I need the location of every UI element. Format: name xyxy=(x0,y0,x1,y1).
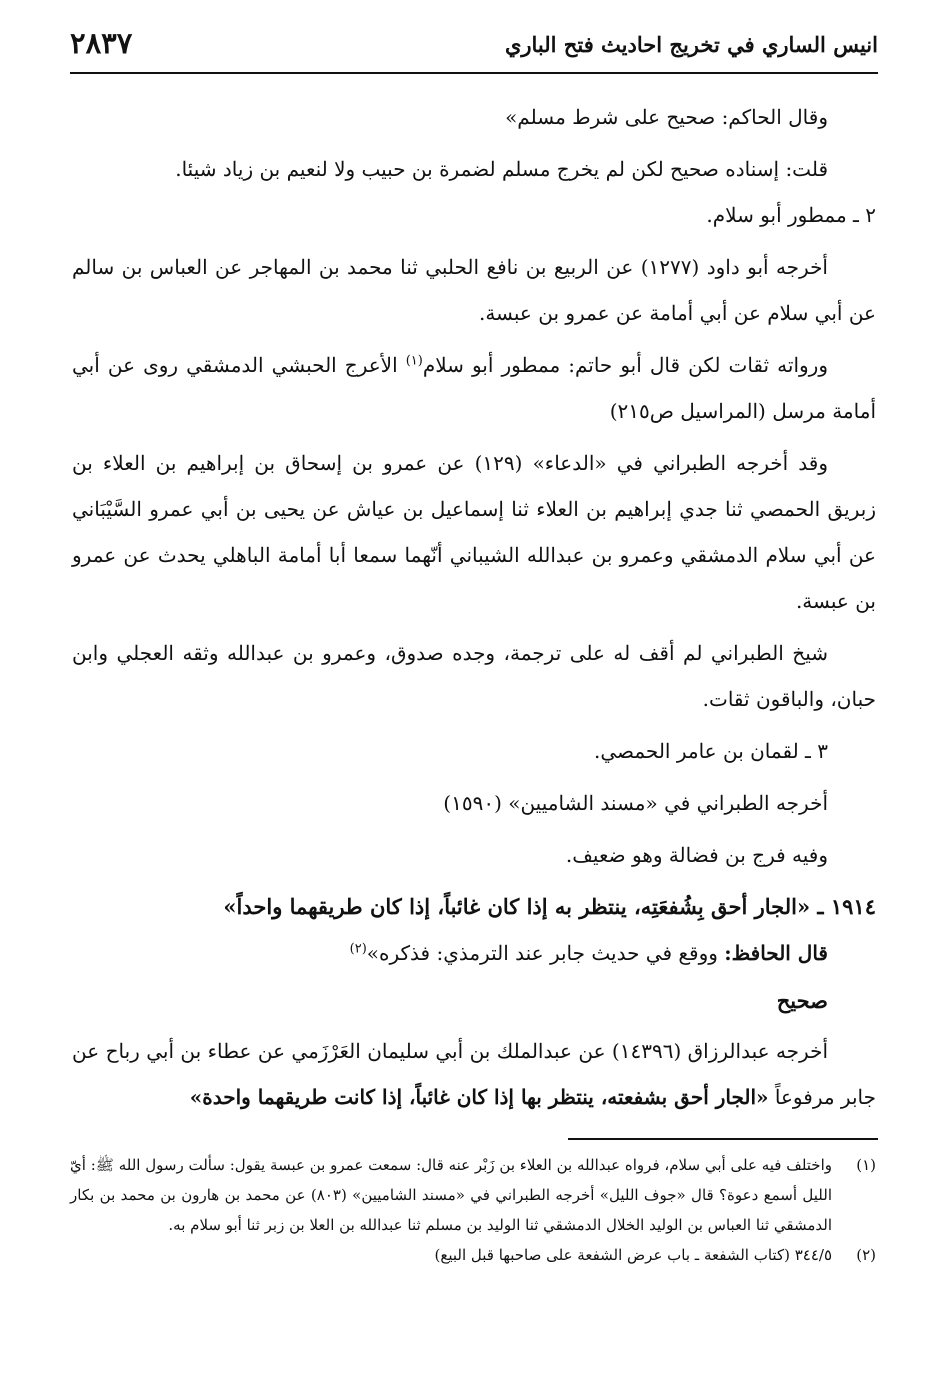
hadith-heading xyxy=(72,884,876,930)
footnotes xyxy=(70,1150,876,1270)
paragraph: أخرجه الطبراني في «مسند الشاميين» (١٥٩٠) xyxy=(443,791,828,815)
paragraph xyxy=(72,1028,876,1120)
paragraph xyxy=(72,342,876,434)
paragraph: شيخ الطبراني لم أقف له على ترجمة، وجده صدوق، وعمرو بن عبدالله وثقه العجلي وابن حبان، والباقون ثقات. xyxy=(72,641,876,711)
hafiz-text: ووقع في حديث جابر عند الترمذي: فذكره» xyxy=(366,941,725,965)
main-text xyxy=(72,94,876,1126)
paragraph-text: أخرجه عبدالرزاق (١٤٣٩٦) عن عبدالملك بن أبي سليمان العَرْزَمي عن عطاء بن أبي رباح عن جابر مرفوعاً xyxy=(72,1039,876,1109)
page-header xyxy=(70,26,878,74)
paragraph: وقال الحاكم: صحيح على شرط مسلم» xyxy=(505,105,828,129)
footnote-marker: (٢) xyxy=(349,941,367,957)
footnote-number: (٢) xyxy=(856,1246,876,1264)
footnote-number: (١) xyxy=(856,1156,876,1174)
footnote-divider xyxy=(568,1138,878,1140)
grade-label: صحيح xyxy=(776,988,828,1013)
paragraph: قلت: إسناده صحيح لكن لم يخرج مسلم لضمرة بن حبيب ولا لنعيم بن زياد شيئا. xyxy=(175,157,828,181)
paragraph: وقد أخرجه الطبراني في «الدعاء» (١٢٩) عن عمرو بن إسحاق بن إبراهيم بن العلاء بن زبريق الحمصي ثنا جدي إبراهيم بن العلاء ثنا إسماعيل بن عياش عن يحيى بن أبي عمرو السَّيْبَاني عن أبي سلام الدمشقي وعمرو بن عبدالله الشيباني أنّهما سمعا أبا أمامة الباهلي يحدث عن عمرو بن عبسة. xyxy=(72,451,876,613)
paragraph: وفيه فرج بن فضالة وهو ضعيف. xyxy=(565,843,828,867)
hafiz-label: قال الحافظ: xyxy=(724,941,828,965)
list-item: ٢ ـ ممطور أبو سلام. xyxy=(706,203,876,227)
footnote-text: واختلف فيه على أبي سلام، فرواه عبدالله بن العلاء بن زَبْر عنه قال: سمعت عمرو بن عبسة يقول: سألت رسول الله ﷺ: أيّ الليل أسمع دعوة؟ قال «جوف الليل» أخرجه الطبراني في «مسند الشاميين» (٨٠٣) عن محمد بن هارون بن محمد بن بكار الدمشقي ثنا العباس بن الوليد الخلال الدمشقي ثنا الوليد بن مسلم ثنا عبدالله بن العلا بن زبر ثنا أبو سلام به. xyxy=(70,1156,832,1234)
hadith-number: ١٩١٤ ـ xyxy=(817,894,876,919)
footnote-marker: (١) xyxy=(405,353,423,369)
paragraph: أخرجه أبو داود (١٢٧٧) عن الربيع بن نافع الحلبي ثنا محمد بن المهاجر عن العباس بن سالم عن أبي سلام عن أبي أمامة عن عمرو بن عبسة. xyxy=(72,255,876,325)
paragraph-text: الأعرج الحبشي الدمشقي روى عن أبي أمامة مرسل (المراسيل ص٢١٥) xyxy=(72,353,876,423)
hadith-text: «الجار أحق بِشُفعَتِه، ينتظر به إذا كان غائباً، إذا كان طريقهما واحداً» xyxy=(223,894,811,919)
running-title: انيس الساري في تخريج احاديث فتح الباري xyxy=(504,32,878,57)
footnote-text: ٣٤٤/٥ (كتاب الشفعة ـ باب عرض الشفعة على صاحبها قبل البيع) xyxy=(434,1246,832,1264)
footnote xyxy=(70,1150,876,1240)
hafiz-note xyxy=(72,930,876,976)
paragraph-text: ورواته ثقات لكن قال أبو حاتم: ممطور أبو سلام xyxy=(422,353,828,377)
footnote xyxy=(70,1240,876,1270)
quoted-hadith: «الجار أحق بشفعته، ينتظر بها إذا كان غائباً، إذا كانت طريقهما واحدة» xyxy=(189,1085,769,1109)
list-item: ٣ ـ لقمان بن عامر الحمصي. xyxy=(593,739,828,763)
page-number: ٢٨٣٧ xyxy=(70,26,133,60)
